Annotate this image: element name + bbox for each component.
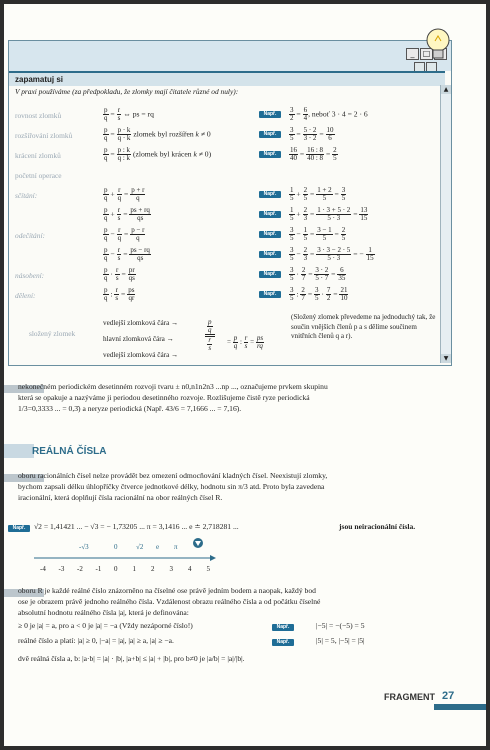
slozeny-line1: vedlejší zlomková čára → [103,319,179,327]
para2-line2: bychom zapsali délku úhlopříčky čtverce jednotkové délky, hodnotu sin π/3 atd. Proto byla zavedena [18,482,325,491]
number-line-tick: -1 [95,565,102,573]
row-formula: $\frac{p}{q}$ − $\frac{r}{s}$ = $\frac{ps - rq}{qs}$ [104,246,150,262]
row-label: krácení zlomků [15,151,61,160]
napr-badge: Např. [259,231,281,238]
book-page [4,4,486,746]
para3-line2: ose je obrazem právě jednoho reálného čísla. Vzdálenost obrazu reálného čísla a od počátku číselné [18,597,321,606]
section-title: REÁLNÁ ČÍSLA [32,446,107,457]
napr-badge: Např. [259,291,281,298]
number-line-tick: 1 [132,565,136,573]
row-formula: $\frac{p}{q}$ + $\frac{r}{q}$ = $\frac{p + r}{q}$ [104,186,145,202]
slozeny-line3: vedlejší zlomková čára → [103,351,179,359]
number-line-tick: -2 [77,565,83,573]
irrational-list: √2 = 1,41421 ... − √3 = − 1,73205 ... π = 3,1416 ... e ≐ 2,718281 ... [34,522,239,531]
napr-badge: Např. [259,131,281,138]
row-label: sčítání: [15,191,38,200]
page-number: 27 [442,690,455,702]
window-section-title: zapamatuj si [9,71,445,86]
para3-line6: dvě reálná čísla a, b: |a·b| = |a| · |b|, |a+b| ≤ |a| + |b|, pro b≠0 je |a/b| = |a|/|b|. [18,654,245,663]
row-example: $\frac{1}{5}$ + $\frac{2}{5}$ = $\frac{1 + 2}{5}$ = $\frac{3}{5}$ [290,186,346,202]
napr-badge: Např. [259,271,281,278]
irrational-label: jsou neiracionální čísla. [339,522,416,531]
number-line-mark: -√3 [79,543,89,551]
para3-line4: ≥ 0 je |a| = a, pro a < 0 je |a| = −a (Vždy nezáporné číslo!) [18,621,193,630]
row-example: $\frac{3}{5}$ = $\frac{5 \cdot 2}{3 \cdot 2}$ = $\frac{10}{6}$ [290,126,334,142]
number-line-tick: -4 [40,565,46,573]
number-line-mark: e [156,543,160,551]
row-label: početní operace [15,171,62,180]
number-line-tick: -3 [58,565,65,573]
row-formula: $\frac{p}{q}$ : $\frac{r}{s}$ = $\frac{ps}{qr}$ [104,286,135,302]
scrollbar[interactable] [440,85,451,363]
row-example: $\frac{3}{5}$ : $\frac{2}{7}$ = $\frac{3}{5}$ · $\frac{7}{2}$ = $\frac{21}{10}$ [290,286,348,302]
para3-example4: |−5| = −(−5) = 5 [316,621,365,630]
row-label: složený zlomek [29,329,76,338]
row-formula: $\frac{p}{q}$ + $\frac{r}{s}$ = $\frac{ps + rq}{qs}$ [104,206,150,222]
number-line-mark: π [174,543,178,551]
napr-badge: Např. [259,251,281,258]
napr-badge: Např. [272,639,294,646]
napr-badge: Např. [259,151,281,158]
intro-text: V praxi používáme (za předpokladu, že zlomky mají čitatele různé od nuly): [15,87,239,96]
para1-line1: nekonečném periodickém desetinném rozvoji tvaru ± n0,n1n2n3 ...np ..., označujeme prvkem skupinu [18,382,328,391]
number-line-mark: 0 [114,543,118,551]
row-label: rovnost zlomků [15,111,62,120]
compound-result: = $\frac{p}{q}$ : $\frac{r}{s}$ = $\frac{ps}{rq}$ [227,334,264,350]
scroll-up-icon[interactable]: ▲ [441,85,451,94]
row-formula: $\frac{p}{q}$ = $\frac{p : k}{q : k}$ (zlomek byl krácen k ≠ 0) [104,146,212,162]
scroll-down-icon[interactable]: ▼ [441,354,451,363]
number-line-tick: 4 [188,565,192,573]
number-line-tick: 0 [114,565,118,573]
para2-line1: oboru racionálních čísel nelze provádět bez omezení odmocňování kladných čísel. Neexistují zlomky, [18,471,328,480]
row-label: dělení: [15,291,36,300]
napr-badge: Např. [272,624,294,631]
compound-fraction: $\frac{p}{q}$ $\frac{r}{s}$ [205,319,215,352]
row-formula: $\frac{p}{q}$ · $\frac{r}{s}$ = $\frac{pr}{qs}$ [104,266,135,282]
para3-line3: absolutní hodnotu reálného čísla |a|, která je definována: [18,608,189,617]
number-line-tick: 2 [151,565,155,573]
slozeny-line2: hlavní zlomková čára → [103,335,174,343]
footer-strip [434,704,486,710]
para1-line2: která se opakuje a nazýváme ji periodou desetinného rozvoje. Rozlišujeme čistě ryze periodická [18,393,310,402]
napr-badge: Např. [259,111,281,118]
para2-line3: iracionální, která doplňují čísla racionální na obor reálných čísel R. [18,493,223,502]
napr-badge: Např. [259,211,281,218]
para3-example5: |5| = 5, |−5| = |5| [316,636,365,645]
row-label: násobení: [15,271,45,280]
maximize-button[interactable]: □ [420,48,433,60]
para3-line1: oboru R je každé reálné číslo znázorněno na číselné ose právě jedním bodem a naopak, každý bod [18,586,316,595]
row-example: $\frac{16}{40}$ = $\frac{16 : 8}{40 : 8}$ = $\frac{2}{5}$ [290,146,337,162]
row-example: $\frac{3}{5}$ − $\frac{2}{3}$ = $\frac{3 \cdot 3 - 2 \cdot 5}{5 \cdot 3}$ = − $\frac{1}{15}$ [290,246,374,262]
row-example: $\frac{3}{5}$ · $\frac{2}{7}$ = $\frac{3 \cdot 2}{5 \cdot 7}$ = $\frac{6}{35}$ [290,266,346,282]
row-formula: $\frac{p}{q}$ = $\frac{p \cdot k}{q \cdot k}$ zlomek byl rozšířen k ≠ 0 [104,126,211,142]
row-label: odečítání: [15,231,45,240]
para3-line5: reálné číslo a platí: |a| ≥ 0, |−a| = |a|, |a| ≥ a, |a| ≥ −a. [18,636,174,645]
row-formula: $\frac{p}{q}$ − $\frac{r}{q}$ = $\frac{p - r}{q}$ [104,226,145,242]
row-example: $\frac{3}{2}$ = $\frac{6}{4}$ , neboť 3 · 4 = 2 · 6 [290,106,368,122]
compound-note: (Složený zlomek převedeme na jednoduchý tak, že součin vnějších členů p a s dělíme součinem vnitřních členů q a r). [291,313,436,340]
marker-icon [192,537,204,549]
summary-window [8,40,452,366]
brand-logo: FRAGMENT [384,692,435,702]
number-line-tick: 3 [169,565,173,573]
row-formula: $\frac{p}{q}$ = $\frac{r}{s}$ ⇔ ps = rq [104,106,154,122]
number-line-tick: 5 [206,565,210,573]
window-titlebar [9,41,451,71]
row-example: $\frac{3}{5}$ − $\frac{1}{5}$ = $\frac{3 - 1}{5}$ = $\frac{2}{5}$ [290,226,346,242]
minimize-button[interactable]: _ [406,48,419,60]
section-bar [4,444,34,458]
row-label: rozšiřování zlomků [15,131,73,140]
number-line-mark: √2 [136,543,144,551]
napr-badge: Např. [259,191,281,198]
napr-badge: Např. [8,525,30,532]
row-example: $\frac{1}{5}$ + $\frac{2}{3}$ = $\frac{1 \cdot 3 + 5 \cdot 2}{5 \cdot 3}$ = $\frac{13}{15}$ [290,206,368,222]
lightbulb-icon [423,27,453,63]
para1-line3: 1/3=0,3333 ... = 0,3̄) a neryze periodická (Např. 43/6 = 7,1666 ... = 7,16̄). [18,404,242,413]
